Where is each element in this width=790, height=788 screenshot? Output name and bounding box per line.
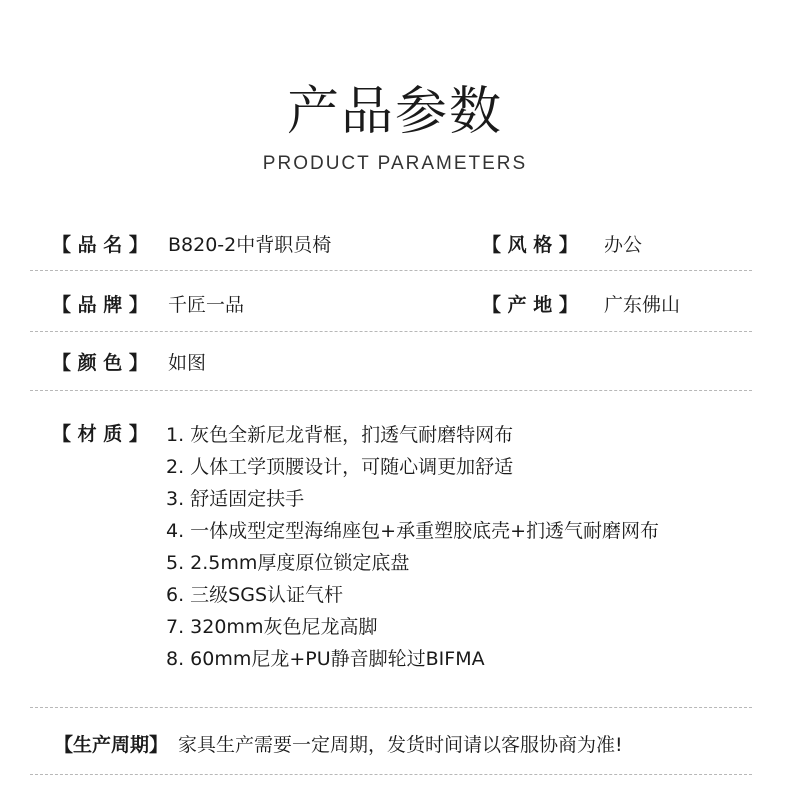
production-cycle-text: 家具生产需要一定周期，发货时间请以客服协商为准!	[178, 734, 623, 756]
divider	[30, 390, 752, 391]
material-item: 1. 灰色全新尼龙背框，扪透气耐磨特网布	[166, 424, 514, 446]
divider	[30, 270, 752, 271]
divider	[30, 774, 752, 775]
page-subtitle: PRODUCT PARAMETERS	[262, 153, 528, 174]
product-name-label: 【 品 名 】	[52, 234, 148, 256]
production-cycle-label: 【生产周期】	[54, 734, 169, 756]
material-label: 【 材 质 】	[52, 423, 148, 445]
origin-value: 广东佛山	[604, 294, 681, 316]
style-value: 办公	[604, 234, 643, 256]
material-item: 8. 60mm尼龙+PU静音脚轮过BIFMA	[166, 648, 485, 670]
material-item: 6. 三级SGS认证气杆	[166, 584, 344, 606]
material-item: 5. 2.5mm厚度原位锁定底盘	[166, 552, 410, 574]
divider	[30, 707, 752, 708]
brand-label: 【 品 牌 】	[52, 294, 148, 316]
material-item: 3. 舒适固定扶手	[166, 488, 305, 510]
material-list	[166, 419, 659, 675]
material-item: 7. 320mm灰色尼龙高脚	[166, 616, 378, 638]
page-title: 产品参数	[286, 82, 503, 142]
product-name-value: B820-2中背职员椅	[168, 234, 332, 256]
material-item: 2. 人体工学顶腰设计，可随心调更加舒适	[166, 456, 514, 478]
color-label: 【 颜 色 】	[52, 352, 148, 374]
divider	[30, 331, 752, 332]
style-label: 【 风 格 】	[482, 234, 578, 256]
material-item: 4. 一体成型定型海绵座包+承重塑胶底壳+扪透气耐磨网布	[166, 520, 660, 542]
color-value: 如图	[168, 352, 207, 374]
origin-label: 【 产 地 】	[482, 294, 578, 316]
brand-value: 千匠一品	[168, 294, 245, 316]
